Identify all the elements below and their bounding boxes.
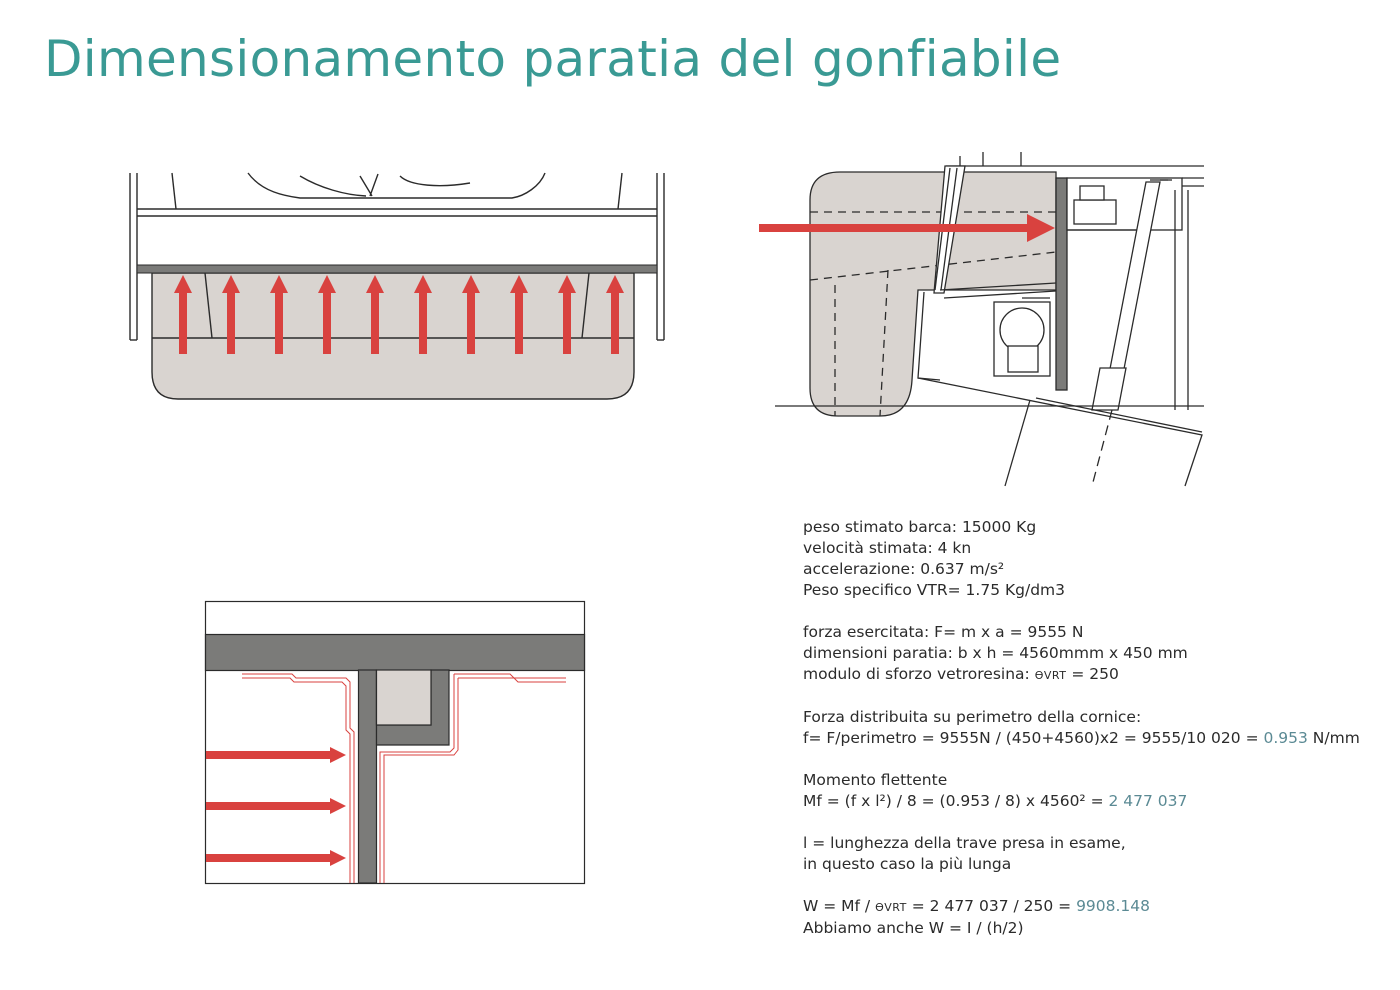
bending-moment-value: 2 477 037 [1108,792,1188,810]
distributed-force-value: 0.953 [1263,729,1308,747]
input-data-block [803,517,1360,601]
joint-detail-drawing [206,602,585,884]
section-modulus-relation: Abbiamo anche W = I / (h/2) [803,919,1024,937]
stress-symbol: ϴVRT [1034,669,1067,682]
estimated-weight: peso stimato barca: 15000 Kg [803,518,1037,536]
bending-moment-block [803,770,1360,812]
section-modulus-formula: W = Mf / ϴVRT = 2 477 037 / 250 = 9908.148 [803,897,1151,915]
beam-length-line2: in questo caso la più lunga [803,855,1012,873]
force-block [803,622,1360,686]
stress-modulus: modulo di sforzo vetroresina: ϴVRT = 250 [803,665,1119,683]
section-modulus-block [803,896,1360,939]
page-title: Dimensionamento paratia del gonfiabile [44,30,1062,88]
distributed-force-formula: f= F/perimetro = 9555N / (450+4560)x2 = 9555/10 020 = 0.953 N/mm [803,729,1360,747]
acceleration: accelerazione: 0.637 m/s² [803,560,1005,578]
estimated-speed: velocità stimata: 4 kn [803,539,972,557]
side-section-drawing [775,152,1204,486]
bending-moment-formula: Mf = (f x l²) / 8 = (0.953 / 8) x 4560² = 2 477 037 [803,792,1188,810]
exerted-force: forza esercitata: F= m x a = 9555 N [803,623,1084,641]
bulkhead-dimensions: dimensioni paratia: b x h = 4560mmm x 450 mm [803,644,1188,662]
distributed-force-block [803,707,1360,749]
specific-weight: Peso specifico VTR= 1.75 Kg/dm3 [803,581,1066,599]
beam-length-note [803,833,1360,875]
front-view-drawing [130,173,664,399]
beam-length-line1: l = lunghezza della trave presa in esame, [803,834,1126,852]
distributed-force-heading: Forza distribuita su perimetro della cornice: [803,708,1142,726]
section-modulus-value: 9908.148 [1076,897,1151,915]
calculation-notes [803,517,1360,939]
stress-symbol-2: ϴVRT [875,901,907,914]
bending-moment-heading: Momento flettente [803,771,948,789]
